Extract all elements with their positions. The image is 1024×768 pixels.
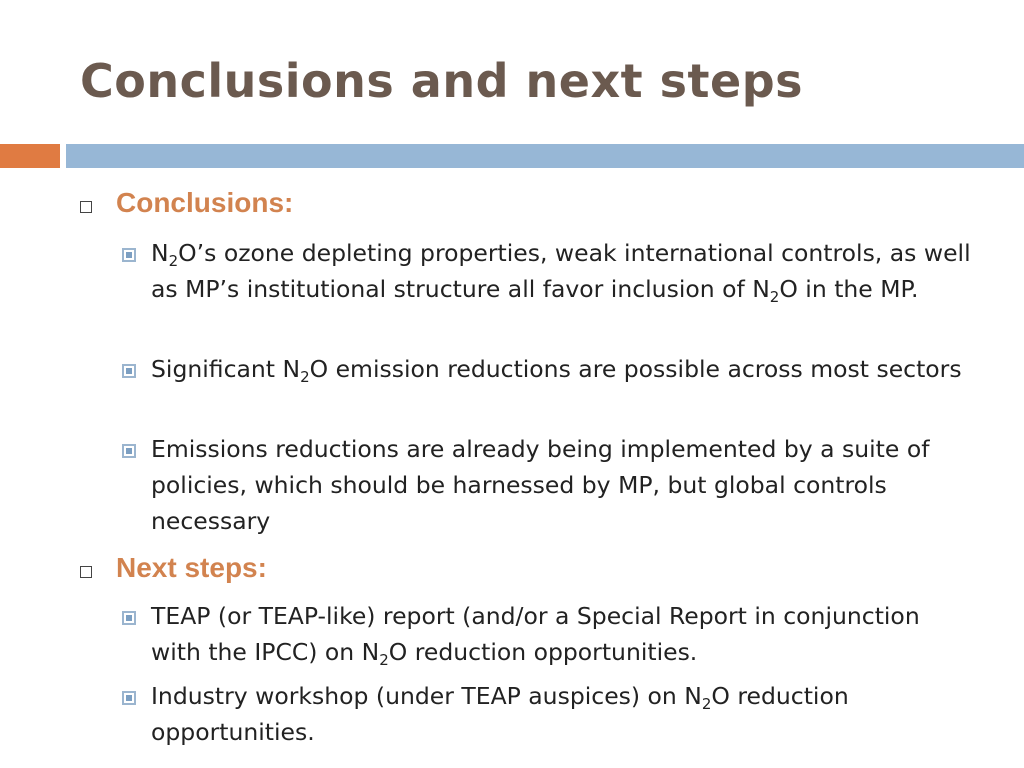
- square-bullet-icon: [80, 201, 92, 213]
- filled-square-bullet-icon: [122, 444, 136, 458]
- section-heading-next-steps: Next steps:: [116, 552, 267, 583]
- filled-square-bullet-icon: [122, 248, 136, 262]
- bullet-item: TEAP (or TEAP-like) report (and/or a Special Report in conjunction with the IPCC) on $N_2O$ reduction opportunities.: [151, 602, 920, 669]
- bullet-item: $N_2O’s$ ozone depleting properties, weak international controls, as well as MP’s institutional structure all favor inclusion of $N_2O$ in the MP.: [151, 239, 971, 306]
- slide-title: Conclusions and next steps: [80, 54, 804, 108]
- filled-square-bullet-icon: [122, 691, 136, 705]
- square-bullet-icon: [80, 566, 92, 578]
- filled-square-bullet-icon: [122, 611, 136, 625]
- bullet-item: Emissions reductions are already being implemented by a suite of policies, which should be harnessed by MP, but global controls necessary: [151, 435, 930, 535]
- section-heading-conclusions: Conclusions:: [116, 187, 294, 218]
- filled-square-bullet-icon: [122, 364, 136, 378]
- bullet-item: Significant $N_2O$ emission reductions are possible across most sectors: [151, 355, 962, 386]
- bullet-item: Industry workshop (under TEAP auspices) on $N_2O$ reduction opportunities.: [151, 682, 849, 746]
